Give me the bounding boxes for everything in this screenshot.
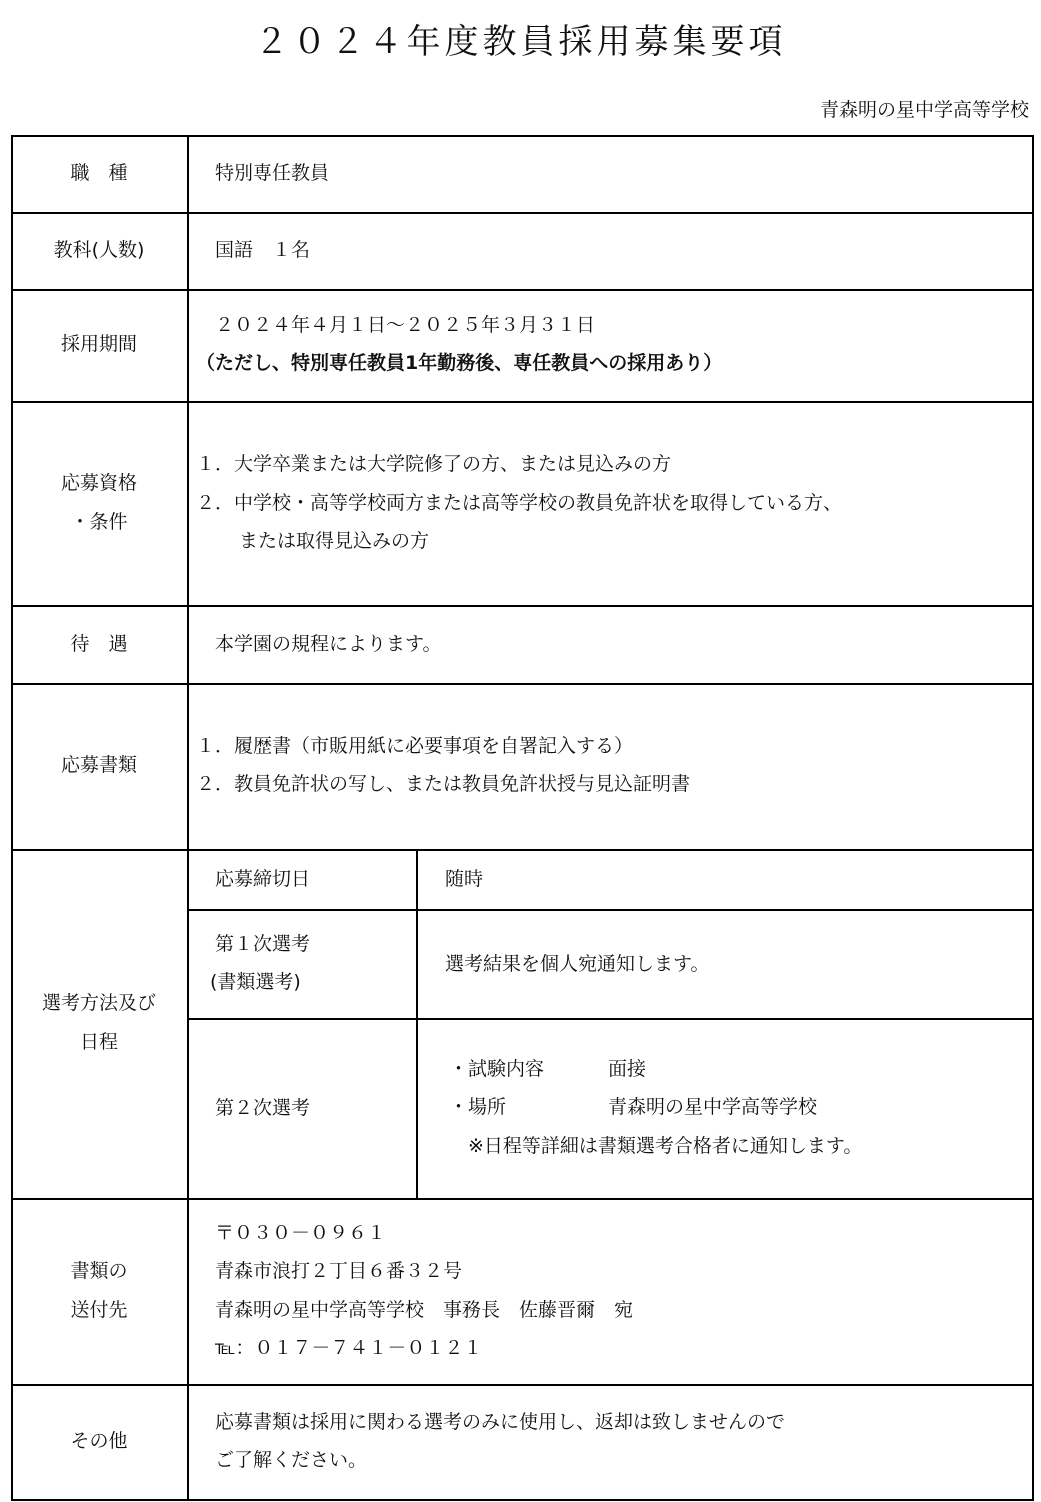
documents-item: ２．教員免許状の写し、または教員免許状授与見込証明書 xyxy=(196,773,691,795)
deadline-label: 応募締切日 xyxy=(215,868,311,890)
qualification-item-continuation: または取得見込みの方 xyxy=(239,530,430,552)
qualification-item: ２．中学校・高等学校両方または高等学校の教員免許状を取得している方、 xyxy=(196,492,843,514)
row-divider xyxy=(11,1198,1034,1200)
telephone: ℡：０１７－７４１－０１２１ xyxy=(215,1337,483,1359)
second-selection-item-value: 面接 xyxy=(608,1058,647,1080)
label-column-divider xyxy=(187,135,189,1501)
street-address: 青森市浪打２丁目６番３２号 xyxy=(215,1260,463,1282)
position-label: 職 種 xyxy=(70,162,128,184)
address-label: 書類の xyxy=(70,1260,128,1282)
documents-label: 応募書類 xyxy=(60,754,137,776)
documents-item: １．履歴書（市販用紙に必要事項を自署記入する） xyxy=(196,735,634,757)
second-selection-item-key: ・場所 xyxy=(449,1096,507,1118)
row-divider xyxy=(11,212,1034,214)
other-note: 応募書類は採用に関わる選考のみに使用し、返却は致しませんので xyxy=(215,1411,786,1433)
qualification-label-sub: ・条件 xyxy=(70,511,128,533)
row-divider xyxy=(187,1018,1034,1020)
postal-code: 〒０３０－０９６１ xyxy=(215,1222,387,1244)
second-selection-label: 第２次選考 xyxy=(215,1097,311,1119)
first-selection-label: 第１次選考 xyxy=(215,933,311,955)
row-divider xyxy=(11,1384,1034,1386)
period-dates: ２０２４年４月１日～２０２５年３月３１日 xyxy=(215,314,596,336)
school-name: 青森明の星中学高等学校 xyxy=(819,99,1029,121)
row-divider xyxy=(11,683,1034,685)
row-divider xyxy=(11,849,1034,851)
subject-value: 国語 １名 xyxy=(215,239,311,261)
recipient: 青森明の星中学高等学校 事務長 佐藤晋爾 宛 xyxy=(215,1299,634,1321)
treatment-value: 本学園の規程によります。 xyxy=(215,633,442,655)
period-note: （ただし、特別専任教員1年勤務後、専任教員への採用あり） xyxy=(196,352,723,374)
second-selection-item-key: ・試験内容 xyxy=(449,1058,545,1080)
position-value: 特別専任教員 xyxy=(215,162,330,184)
page-title: ２０２４年度教員採用募集要項 xyxy=(254,22,787,62)
selection-column-divider xyxy=(416,849,418,1198)
second-selection-item-value: 青森明の星中学高等学校 xyxy=(608,1096,818,1118)
other-note-cont: ご了解ください。 xyxy=(215,1449,368,1471)
row-divider xyxy=(11,289,1034,291)
row-divider xyxy=(11,605,1034,607)
period-label: 採用期間 xyxy=(60,333,137,355)
first-selection-label-sub: (書類選考) xyxy=(210,971,301,993)
first-selection-value: 選考結果を個人宛通知します。 xyxy=(445,953,710,975)
other-label: その他 xyxy=(70,1430,128,1452)
row-divider xyxy=(11,401,1034,403)
address-label-sub: 送付先 xyxy=(70,1299,128,1321)
qualification-item: １．大学卒業または大学院修了の方、または見込みの方 xyxy=(196,453,672,475)
second-selection-note: ※日程等詳細は書類選考合格者に通知します。 xyxy=(468,1135,863,1157)
selection-label: 選考方法及び xyxy=(41,992,156,1014)
selection-label-sub: 日程 xyxy=(79,1031,118,1053)
qualification-label: 応募資格 xyxy=(60,472,137,494)
row-divider xyxy=(187,909,1034,911)
subject-label: 教科(人数) xyxy=(53,239,145,261)
deadline-value: 随時 xyxy=(445,868,484,890)
treatment-label: 待 遇 xyxy=(70,633,128,655)
